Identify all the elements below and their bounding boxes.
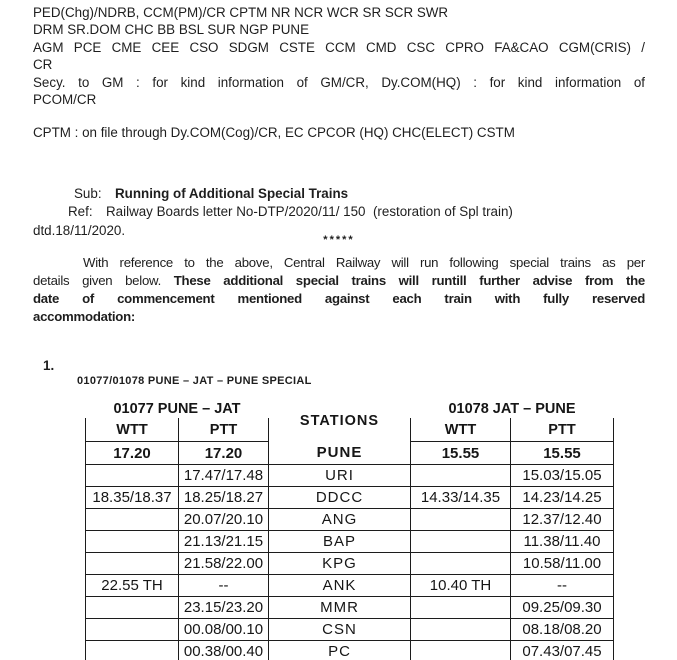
cell-outbound-ptt: 00.08/00.10: [179, 619, 269, 641]
body-paragraph: [33, 254, 645, 326]
cell-outbound-ptt: 00.38/00.40: [179, 641, 269, 660]
cell-outbound-wtt: 22.55 TH: [86, 575, 179, 597]
paragraph-segment: details given below.: [33, 273, 174, 289]
cell-outbound-wtt: [86, 619, 179, 641]
group-header-row: [86, 400, 614, 418]
table-row: [86, 597, 614, 619]
table-row: [86, 619, 614, 641]
subject-title: Running of Additional Special Trains: [115, 186, 349, 201]
inbound-wtt-header: WTT: [411, 418, 511, 442]
distribution-line: PED(Chg)/NDRB, CCM(PM)/CR CPTM NR NCR WCR SR SCR SWR: [33, 5, 449, 20]
cell-station: MMR: [269, 597, 411, 619]
distribution-line: Secy. to GM : for kind information of GM/CR, Dy.COM(HQ) : for kind information of: [33, 74, 645, 90]
stations-column-header: STATIONS: [299, 412, 380, 429]
cell-station: PC: [269, 641, 411, 660]
cell-outbound-wtt: [86, 465, 179, 487]
subject-reference-block: [33, 185, 645, 240]
separator-stars: *****: [323, 234, 355, 246]
cell-station: ANK: [269, 575, 411, 597]
table-row: [86, 487, 614, 509]
cell-inbound-ptt: --: [511, 575, 614, 597]
cell-inbound-ptt: 15.03/15.05: [511, 465, 614, 487]
cell-outbound-ptt: --: [179, 575, 269, 597]
distribution-line: PCOM/CR: [33, 92, 97, 108]
table-row: [86, 531, 614, 553]
cell-station: CSN: [269, 619, 411, 641]
cell-inbound-wtt: [411, 553, 511, 575]
outbound-group-header: 01077 PUNE – JAT: [113, 401, 241, 417]
distribution-line: DRM SR.DOM CHC BB BSL SUR NGP PUNE: [33, 22, 310, 38]
section-number: 1.: [43, 358, 55, 373]
cell-inbound-wtt: 10.40 TH: [411, 575, 511, 597]
cell-outbound-wtt: [86, 597, 179, 619]
paragraph-segment: With reference to the above, Central Railway will run following special trains as per: [83, 255, 645, 270]
cell-inbound-wtt: [411, 531, 511, 553]
cell-outbound-wtt: 17.20: [86, 442, 179, 465]
paragraph-line: [33, 290, 645, 308]
outbound-wtt-header: WTT: [86, 418, 179, 442]
distribution-line: AGM PCE CME CEE CSO SDGM CSTE CCM CMD CSC CPRO FA&CAO CGM(CRIS) /: [33, 39, 645, 55]
cell-inbound-wtt: 14.33/14.35: [411, 487, 511, 509]
paragraph-line: [33, 272, 645, 290]
cell-station: BAP: [269, 531, 411, 553]
cell-outbound-ptt: 18.25/18.27: [179, 487, 269, 509]
cell-outbound-ptt: 21.13/21.15: [179, 531, 269, 553]
reference-text: Railway Boards letter No-DTP/2020/11/ 150 (restoration of Spl train): [106, 204, 513, 220]
cell-inbound-wtt: 15.55: [411, 442, 511, 465]
reference-label: Ref:: [68, 204, 93, 220]
cell-inbound-ptt: 15.55: [511, 442, 614, 465]
cell-outbound-ptt: 20.07/20.10: [179, 509, 269, 531]
cell-outbound-wtt: [86, 641, 179, 660]
outbound-ptt-header: PTT: [179, 418, 269, 442]
cell-inbound-wtt: [411, 641, 511, 660]
subject-line: [33, 185, 645, 203]
cell-outbound-ptt: 17.47/17.48: [179, 465, 269, 487]
reference-date: dtd.18/11/2020.: [33, 222, 126, 238]
train-schedule-table: [85, 400, 614, 660]
cell-outbound-wtt: [86, 531, 179, 553]
cell-outbound-ptt: 17.20: [179, 442, 269, 465]
cell-station: DDCC: [269, 487, 411, 509]
cell-station: URI: [269, 465, 411, 487]
cell-inbound-wtt: [411, 597, 511, 619]
cell-inbound-ptt: 12.37/12.40: [511, 509, 614, 531]
cell-outbound-wtt: [86, 553, 179, 575]
paragraph-segment: accommodation:: [33, 309, 136, 325]
inbound-ptt-header: PTT: [511, 418, 614, 442]
reference-line: [33, 203, 645, 221]
cell-outbound-wtt: [86, 509, 179, 531]
cell-inbound-ptt: 14.23/14.25: [511, 487, 614, 509]
paragraph-line: [33, 254, 645, 272]
cell-inbound-ptt: 07.43/07.45: [511, 641, 614, 660]
routing-line: CPTM : on file through Dy.COM(Cog)/CR, EC CPCOR (HQ) CHC(ELECT) CSTM: [33, 125, 515, 140]
cell-inbound-wtt: [411, 619, 511, 641]
paragraph-segment: date of commencement mentioned against each train with fully reserved: [33, 291, 645, 307]
table-row: [86, 641, 614, 660]
table-row: [86, 442, 614, 465]
table-row: [86, 553, 614, 575]
cell-outbound-wtt: 18.35/18.37: [86, 487, 179, 509]
cell-inbound-wtt: [411, 465, 511, 487]
cell-outbound-ptt: 23.15/23.20: [179, 597, 269, 619]
subject-label: Sub:: [74, 186, 102, 201]
cell-station: KPG: [269, 553, 411, 575]
table-row: [86, 509, 614, 531]
train-title: 01077/01078 PUNE – JAT – PUNE SPECIAL: [77, 375, 312, 387]
cell-inbound-ptt: 11.38/11.40: [511, 531, 614, 553]
cell-inbound-ptt: 09.25/09.30: [511, 597, 614, 619]
cell-station: ANG: [269, 509, 411, 531]
cell-outbound-ptt: 21.58/22.00: [179, 553, 269, 575]
paragraph-line: [33, 308, 645, 326]
inbound-group-header: 01078 JAT – PUNE: [448, 401, 576, 417]
table-row: [86, 575, 614, 597]
table-row: [86, 465, 614, 487]
cell-inbound-ptt: 10.58/11.00: [511, 553, 614, 575]
cell-station: PUNE: [269, 442, 411, 465]
paragraph-segment: These additional special trains will runtill further advise from the: [173, 273, 646, 289]
distribution-list: [33, 4, 645, 108]
cell-inbound-ptt: 08.18/08.20: [511, 619, 614, 641]
cell-inbound-wtt: [411, 509, 511, 531]
distribution-line: CR: [33, 57, 53, 73]
